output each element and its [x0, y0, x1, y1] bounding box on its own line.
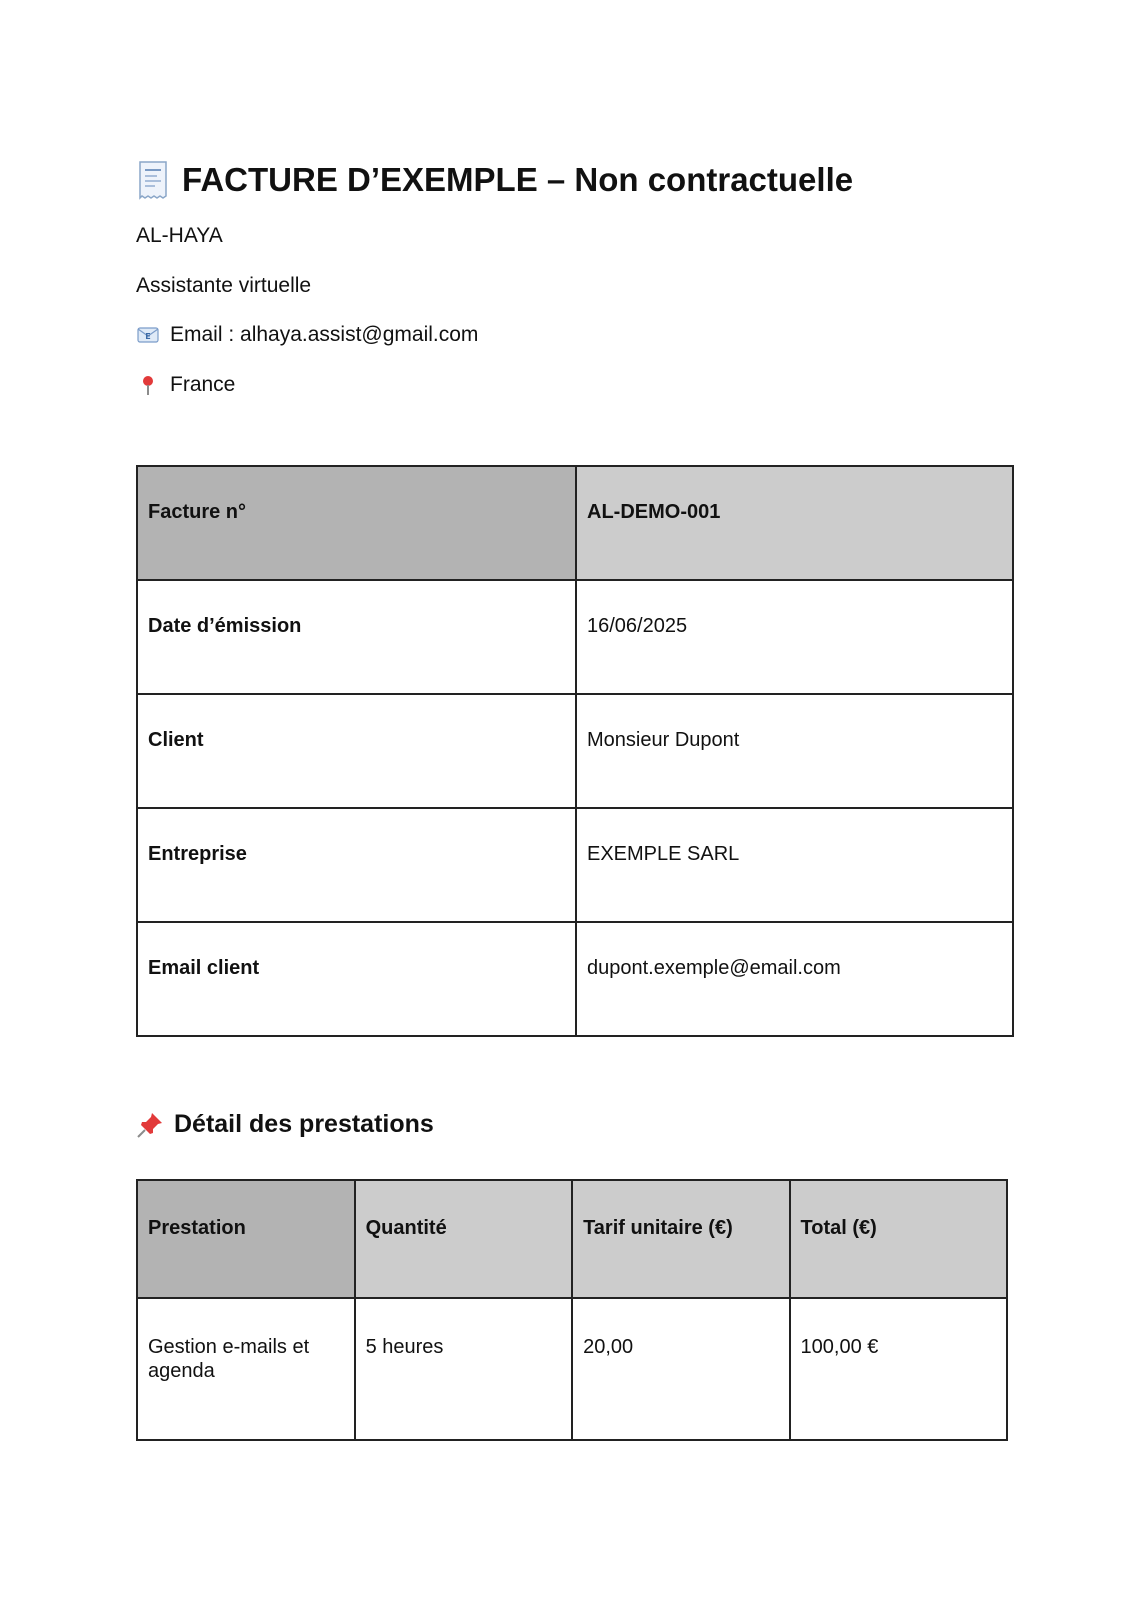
- company-name: [136, 224, 223, 248]
- company-location-line: [136, 373, 235, 397]
- table-row: [137, 922, 1013, 1036]
- table-row: [137, 694, 1013, 808]
- info-value: 16/06/2025: [576, 580, 1013, 694]
- invoice-title: [136, 160, 853, 200]
- company-role: [136, 274, 311, 298]
- column-header: Quantité: [355, 1180, 573, 1298]
- column-header: Total (€): [790, 1180, 1007, 1298]
- info-value: AL-DEMO-001: [576, 466, 1013, 580]
- service-name-cell: Gestion e-mails et agenda: [137, 1298, 355, 1440]
- info-label: Email client: [137, 922, 576, 1036]
- services-heading: [136, 1110, 434, 1139]
- service-quantity-cell: 5 heures: [355, 1298, 573, 1440]
- company-role-text: Assistante virtuelle: [136, 274, 312, 297]
- table-row: [137, 808, 1013, 922]
- services-heading-text: Détail des prestations: [174, 1110, 434, 1138]
- table-row: [137, 466, 1013, 580]
- table-row: [137, 580, 1013, 694]
- table-header-row: [137, 1180, 1007, 1298]
- info-value: Monsieur Dupont: [576, 694, 1013, 808]
- title-text: FACTURE D’EXEMPLE – Non contractuelle: [182, 161, 854, 198]
- invoice-info-table: [136, 465, 1014, 1037]
- svg-text:E: E: [145, 332, 151, 341]
- services-table: [136, 1179, 1008, 1441]
- info-label: Date d’émission: [137, 580, 576, 694]
- column-header: Tarif unitaire (€): [572, 1180, 789, 1298]
- table-row: [137, 1298, 1007, 1440]
- service-unit-price-cell: 20,00: [572, 1298, 789, 1440]
- company-name-text: AL-HAYA: [136, 224, 223, 247]
- company-location-text: France: [170, 373, 236, 396]
- company-email-text: Email : alhaya.assist@gmail.com: [170, 323, 479, 346]
- pin-icon: [136, 373, 160, 397]
- receipt-icon: [136, 160, 170, 200]
- info-label: Entreprise: [137, 808, 576, 922]
- info-label: Client: [137, 694, 576, 808]
- info-label: Facture n°: [137, 466, 576, 580]
- column-header: Prestation: [137, 1180, 355, 1298]
- info-value: dupont.exemple@email.com: [576, 922, 1013, 1036]
- email-icon: [136, 323, 160, 347]
- info-value: EXEMPLE SARL: [576, 808, 1013, 922]
- pushpin-icon: [136, 1111, 164, 1139]
- company-email-line: [136, 323, 478, 347]
- service-total-cell: 100,00 €: [790, 1298, 1007, 1440]
